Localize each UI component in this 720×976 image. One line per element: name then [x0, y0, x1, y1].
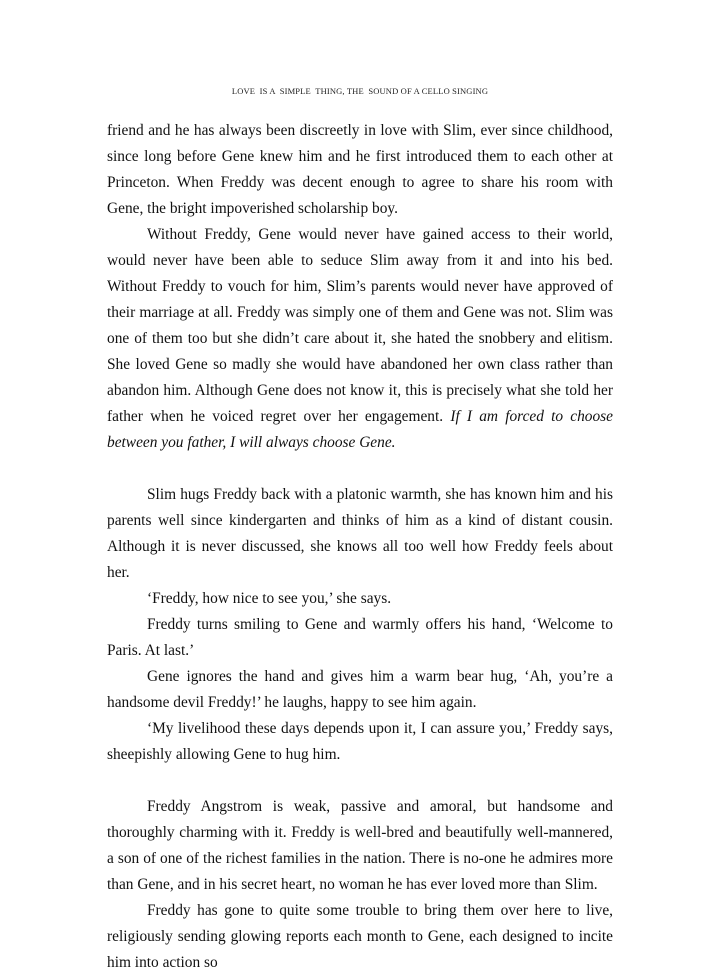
paragraph: Freddy Angstrom is weak, passive and amoral, but handsome and thoroughly charming with it. Freddy is well-bred and beautifully well-mannered, a son of one of the richest families in the nation. There is no-one he admires more than Gene, and in his secret heart, no woman he has ever loved more than Slim. [107, 798, 613, 893]
italic-quote: If I am forced to choose between you father, I will always choose Gene. [107, 408, 614, 451]
paragraph [107, 222, 613, 456]
paragraph: Freddy has gone to quite some trouble to bring them over here to live, religiously sending glowing reports each month to Gene, each designed to incite him into action so [107, 902, 613, 971]
paragraph-text: Without Freddy, Gene would never have gained access to their world, would never have been able to seduce Slim away from it and into his bed. Without Freddy to vouch for him, Slim’s parents would never have approved of their marriage at all. Freddy was simply one of them and Gene was not. Slim was one of them too but she didn’t care about it, she hated the snobbery and elitism. She loved Gene so madly she would have abandoned her own class rather than abandon him. Although Gene does not know it, this is precisely what she told her father when he voiced regret over her engagement. [107, 226, 613, 425]
paragraph: Gene ignores the hand and gives him a warm bear hug, ‘Ah, you’re a handsome devil Freddy!’ he laughs, happy to see him again. [107, 668, 613, 711]
paragraph: ‘My livelihood these days depends upon it, I can assure you,’ Freddy says, sheepishly allowing Gene to hug him. [107, 720, 613, 763]
body-text [107, 118, 613, 976]
paragraph: ‘Freddy, how nice to see you,’ she says. [147, 590, 392, 607]
section-break [107, 456, 613, 482]
section-break [107, 768, 613, 794]
running-header: LOVE IS A SIMPLE THING, THE SOUND OF A CELLO SINGING [231, 86, 489, 96]
paragraph: Slim hugs Freddy back with a platonic warmth, she has known him and his parents well since kindergarten and thinks of him as a kind of distant cousin. Although it is never discussed, she knows all too well how Freddy feels about her. [107, 486, 613, 581]
paragraph: Freddy turns smiling to Gene and warmly offers his hand, ‘Welcome to Paris. At last.’ [107, 616, 613, 659]
paragraph: friend and he has always been discreetly in love with Slim, ever since childhood, since long before Gene knew him and he first introduced them to each other at Princeton. When Freddy was decent enough to agree to share his room with Gene, the bright impoverished scholarship boy. [107, 122, 613, 217]
